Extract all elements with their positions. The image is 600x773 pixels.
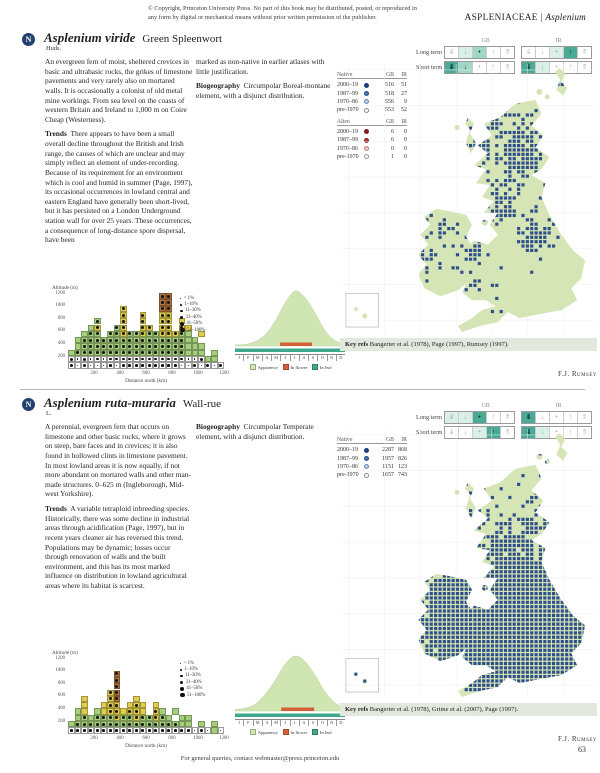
trend-cell: ⇑ <box>577 62 591 73</box>
month-label: O <box>317 355 326 361</box>
x-tick-label: 800 <box>168 371 176 376</box>
trend-cell: ⇓ <box>522 427 535 438</box>
month-label: D <box>336 720 345 726</box>
account-author: F.J. Rumsey <box>558 370 597 378</box>
record-table-row: 2000–19 516 51 <box>337 82 407 89</box>
month-label: F <box>243 355 252 361</box>
landmass <box>418 68 585 332</box>
running-head-genus: Asplenium <box>545 12 586 22</box>
x-tick-label: 200 <box>90 736 98 741</box>
x-tick-label: 200 <box>90 371 98 376</box>
trend-region-label: IR <box>555 38 562 44</box>
phenology-chart <box>235 653 347 735</box>
paragraph-lead: Biogeography <box>196 81 240 91</box>
record-table-row: 1987–99 6 0 <box>337 137 407 144</box>
species-title <box>44 30 222 46</box>
landmass <box>418 433 585 697</box>
trend-row-label: Short term <box>416 429 443 436</box>
record-table-row: pre-1970 1657 743 <box>337 472 407 479</box>
legend-item: 1–10% <box>180 666 205 672</box>
trend-cell: • <box>549 62 563 73</box>
altitude-cell <box>218 727 225 733</box>
record-table-row: 1970–86 0 0 <box>337 145 407 152</box>
trend-cell: • <box>472 427 486 438</box>
trend-cell: ↑ <box>486 62 500 73</box>
y-tick-label: 200 <box>57 353 65 359</box>
y-tick-label: 600 <box>57 328 65 334</box>
trend-cell-group <box>444 46 515 59</box>
x-tick-label: 600 <box>142 371 150 376</box>
trend-cell: ↓ <box>458 412 472 423</box>
month-label: J <box>290 355 299 361</box>
altitude-legend <box>180 660 205 698</box>
y-tick-label: 200 <box>57 718 65 724</box>
channel-islands-inset <box>346 293 379 327</box>
legend-item: 31–40% <box>180 314 205 320</box>
month-axis <box>235 354 345 361</box>
species-title <box>44 395 221 411</box>
trend-cell: ⇓ <box>522 62 535 73</box>
copyright-notice: © Copyright, Princeton University Press. No part of this book may be distributed, posted, or reproduced in any form by digital or mechanical means without prior written permission of the publisher. <box>148 5 417 21</box>
species-common-name: Green Spleenwort <box>142 33 223 45</box>
y-tick-label: 600 <box>57 693 65 699</box>
key-refs-label: Key refs <box>345 706 369 713</box>
key-refs-text: Bangerter et al. (1978), Grime et al. (2007), Page (1997). <box>369 706 519 713</box>
trend-cell: ⇑ <box>500 47 514 58</box>
record-table-header: Native GB IR <box>337 72 407 78</box>
trend-cell: ↓ <box>458 62 472 73</box>
trend-cell-group <box>444 411 515 424</box>
y-tick-label: 800 <box>57 315 65 321</box>
x-tick-label: 1200 <box>219 371 229 376</box>
altitude-legend <box>180 295 205 333</box>
body-paragraph: Biogeography Circumpolar Boreal-montane element, with a disjunct distribution. <box>196 81 331 100</box>
x-tick-label: 400 <box>116 736 124 741</box>
body-text-column-2 <box>196 57 339 106</box>
body-text-column-2 <box>196 422 339 446</box>
key-references-bar <box>340 703 597 716</box>
species-common-name: Wall-rue <box>182 398 222 410</box>
legend-item: In leaf <box>312 729 331 735</box>
distribution-map-svg <box>340 64 596 332</box>
month-label: A <box>299 720 308 726</box>
legend-item: 41–50% <box>180 686 205 692</box>
altitude-axis-title: Altitude (m) <box>52 285 78 291</box>
trend-cell: ⇑ <box>577 412 591 423</box>
legend-item: In leaf <box>312 364 331 370</box>
trend-row-label: Long term <box>416 49 442 56</box>
trend-cell: • <box>472 47 486 58</box>
native-status-badge: N <box>22 398 35 411</box>
trend-cell: ↑ <box>563 412 577 423</box>
x-tick-label: 1000 <box>193 736 203 741</box>
trend-cell-group <box>521 411 592 424</box>
x-tick-label: 1000 <box>193 371 203 376</box>
month-label: D <box>336 355 345 361</box>
trend-cell: ↑ <box>486 412 500 423</box>
legend-item: 41–50% <box>180 321 205 327</box>
trend-cell: ↓ <box>535 47 549 58</box>
species-account-ruta-muraria <box>0 395 600 760</box>
y-tick-label: 400 <box>57 705 65 711</box>
legend-item: < 1% <box>180 295 205 301</box>
trend-cell: ⇓ <box>445 62 458 73</box>
body-text-column-1 <box>45 422 193 596</box>
y-tick-label: 1000 <box>55 303 65 309</box>
trend-cell: ↓ <box>535 62 549 73</box>
footer-note: For general queries, contact webmaster@press.princeton.edu <box>180 755 340 762</box>
record-table-row: 1970–86 556 9 <box>337 98 407 105</box>
phenology-legend <box>235 364 347 370</box>
x-tick-label: 800 <box>168 736 176 741</box>
month-label: N <box>327 720 336 726</box>
legend-item: Apparency <box>250 364 278 370</box>
body-paragraph: Biogeography Circumpolar Temperate element, with a disjunct distribution. <box>196 422 314 441</box>
legend-item: 11–30% <box>180 673 205 679</box>
record-table-header: Native GB IR <box>337 437 407 443</box>
month-label: M <box>253 355 262 361</box>
trend-region-label: GB <box>481 403 490 409</box>
in-leaf-bar <box>235 714 345 718</box>
record-table-row: 1987–99 1957 826 <box>337 455 407 462</box>
trend-cell: ⇑ <box>500 427 514 438</box>
trend-region-label: IR <box>555 403 562 409</box>
species-authority: L. <box>46 410 52 417</box>
trend-cell: ⇓ <box>445 412 458 423</box>
month-label: J <box>280 720 289 726</box>
month-label: A <box>299 355 308 361</box>
record-table-row: 1970–86 1151 123 <box>337 463 407 470</box>
month-label: M <box>253 720 262 726</box>
phenology-svg <box>235 288 345 354</box>
month-label: J <box>238 720 240 725</box>
trend-cell: • <box>472 412 486 423</box>
trend-cell: ⇓ <box>445 47 458 58</box>
in-flower-bar <box>281 708 314 712</box>
trend-cell-group <box>521 46 592 59</box>
month-label: A <box>262 720 271 726</box>
record-table-row: pre-1970 1 0 <box>337 153 407 160</box>
month-label: J <box>290 720 299 726</box>
y-tick-label: 800 <box>57 680 65 686</box>
body-text-column-1 <box>45 57 193 250</box>
channel-islands-inset <box>346 658 379 692</box>
trend-cell: ↑ <box>563 47 577 58</box>
paragraph-lead: Biogeography <box>196 422 240 431</box>
y-tick-label: 1000 <box>55 668 65 674</box>
paragraph-lead: Trends <box>45 504 67 513</box>
running-head-family: ASPLENIACEAE <box>464 12 538 22</box>
legend-item: 11–30% <box>180 308 205 314</box>
paragraph-lead: Trends <box>45 129 67 139</box>
in-flower-bar <box>280 343 312 347</box>
species-latin-name: Asplenium ruta-muraria <box>44 395 176 410</box>
body-paragraph: An evergreen fern of moist, sheltered crevices in basic and ultrabasic rocks, the grikes of limestone pavements and very rarely also on mortared walls. It is occasionally a colonist of old metal mine workings. From sea level on the coasts of western Britain and Ireland to 1,000 m on Coire Cheap (Westerness). <box>45 57 193 124</box>
trend-cell: ⇑ <box>500 412 514 423</box>
legend-item: < 1% <box>180 660 205 666</box>
trend-cell: ⇓ <box>445 427 458 438</box>
month-axis <box>235 719 345 726</box>
distribution-map-svg <box>340 429 596 697</box>
apparency-area <box>235 656 345 711</box>
record-table-header: Alien GB IR <box>337 118 407 125</box>
legend-item: In flower <box>283 729 307 735</box>
native-status-badge: N <box>22 33 35 46</box>
running-head-separator: | <box>537 12 546 22</box>
species-latin-name: Asplenium viride <box>44 30 136 45</box>
phenology-legend <box>235 729 347 735</box>
trend-cell: ↑ <box>563 427 577 438</box>
trend-cell: ↓ <box>535 427 549 438</box>
legend-item: 51–100% <box>180 327 205 333</box>
record-table-row: pre-1970 553 52 <box>337 107 407 114</box>
y-tick-label: 1200 <box>55 655 65 661</box>
record-table-row: 2000–19 6 0 <box>337 128 407 135</box>
record-table-row: 1987–99 518 27 <box>337 90 407 97</box>
month-label: M <box>271 720 280 726</box>
body-paragraph: Trends A variable tetraploid inbreeding species. Historically, there was some decline in industrial areas through acidification (Page, 1997), but in recent years cleaner air has reversed this trend. Populations may be dynamic; losses occur through renovation of walls and the built environment, and this has its most marked influence on distribution in lowland agricultural areas where its habitat is scarcest. <box>45 504 190 590</box>
legend-item: 51–100% <box>180 692 205 698</box>
body-paragraph: Trends There appears to have been a small overall decline throughout the British and Irish range, the causes of which are unclear and may simply reflect an element of under-recording. Because of its requirement for an environment which is cool and humid in summer (Page, 1997), its occasional occurrences in lowland central and eastern England have generally been short-lived, but it has persisted on a London Underground station wall for over 25 years. These occurrences, a consequence of long-distance spore dispersal, have been <box>45 129 193 245</box>
species-authority: Huds. <box>46 45 62 52</box>
in-leaf-bar <box>235 349 345 353</box>
trend-cell: ↓ <box>535 412 549 423</box>
key-refs-label: Key refs <box>345 341 369 348</box>
account-author: F.J. Rumsey <box>558 735 597 743</box>
trend-cell: • <box>549 427 563 438</box>
month-label: F <box>243 720 252 726</box>
trend-cell: ⇑ <box>577 47 591 58</box>
legend-item: 1–10% <box>180 301 205 307</box>
x-axis-title: Distance north (km) <box>125 378 167 384</box>
month-label: J <box>238 355 240 360</box>
apparency-area <box>235 291 345 346</box>
record-table-row: 2000–19 2287 868 <box>337 447 407 454</box>
trend-row-label: Short term <box>416 64 443 71</box>
phenology-svg <box>235 653 345 719</box>
y-tick-label: 400 <box>57 340 65 346</box>
legend-item: 31–40% <box>180 679 205 685</box>
body-paragraph: A perennial, evergreen fern that occurs on limestone and other basic rocks, where it grows on steep, bare faces and in crevices; it is also found in hollowed clints in limestone pavement. In most lowland areas it is now equally, if not more abundant on mortared walls and other man-made structures. 0–625 m (Ingleborough, Mid-west Yorkshire). <box>45 422 191 499</box>
month-label: J <box>280 355 289 361</box>
trend-row-label: Long term <box>416 414 442 421</box>
month-label: S <box>308 355 317 361</box>
trend-cell: • <box>549 47 563 58</box>
legend-item: Apparency <box>250 729 278 735</box>
key-references-bar <box>340 338 597 351</box>
y-tick-label: 1200 <box>55 290 65 296</box>
distribution-map <box>340 64 596 332</box>
phenology-chart <box>235 288 347 370</box>
altitude-axis-title: Altitude (m) <box>52 650 78 656</box>
trend-cell: ↓ <box>458 47 472 58</box>
x-tick-label: 1200 <box>219 736 229 741</box>
x-axis-title: Distance north (km) <box>125 743 167 749</box>
trend-cell: ⇓ <box>522 47 535 58</box>
trend-cell: ⇑ <box>500 62 514 73</box>
section-divider <box>20 389 585 390</box>
altitude-cell <box>218 362 225 368</box>
legend-item: In flower <box>283 364 307 370</box>
trend-cell: ↑ <box>486 427 500 438</box>
trend-cell: ↑ <box>563 62 577 73</box>
body-paragraph: marked as non-native in earlier atlases with little justification. <box>196 57 325 76</box>
trend-cell: ⇓ <box>522 412 535 423</box>
trend-cell: ⇑ <box>577 427 591 438</box>
species-account-viride <box>0 30 600 395</box>
trend-cell: ↑ <box>486 47 500 58</box>
page-number: 63 <box>578 745 586 754</box>
trend-cell: • <box>549 412 563 423</box>
month-label: A <box>262 355 271 361</box>
month-label: M <box>271 355 280 361</box>
trend-cell: • <box>472 62 486 73</box>
x-tick-label: 600 <box>142 736 150 741</box>
distribution-map <box>340 429 596 697</box>
key-refs-text: Bangerter et al. (1978), Page (1997), Rumsey (1997). <box>369 341 509 348</box>
month-label: O <box>317 720 326 726</box>
running-head <box>465 12 586 22</box>
trend-cell: ↓ <box>458 427 472 438</box>
x-tick-label: 400 <box>116 371 124 376</box>
month-label: S <box>308 720 317 726</box>
month-label: N <box>327 355 336 361</box>
trend-region-label: GB <box>481 38 490 44</box>
